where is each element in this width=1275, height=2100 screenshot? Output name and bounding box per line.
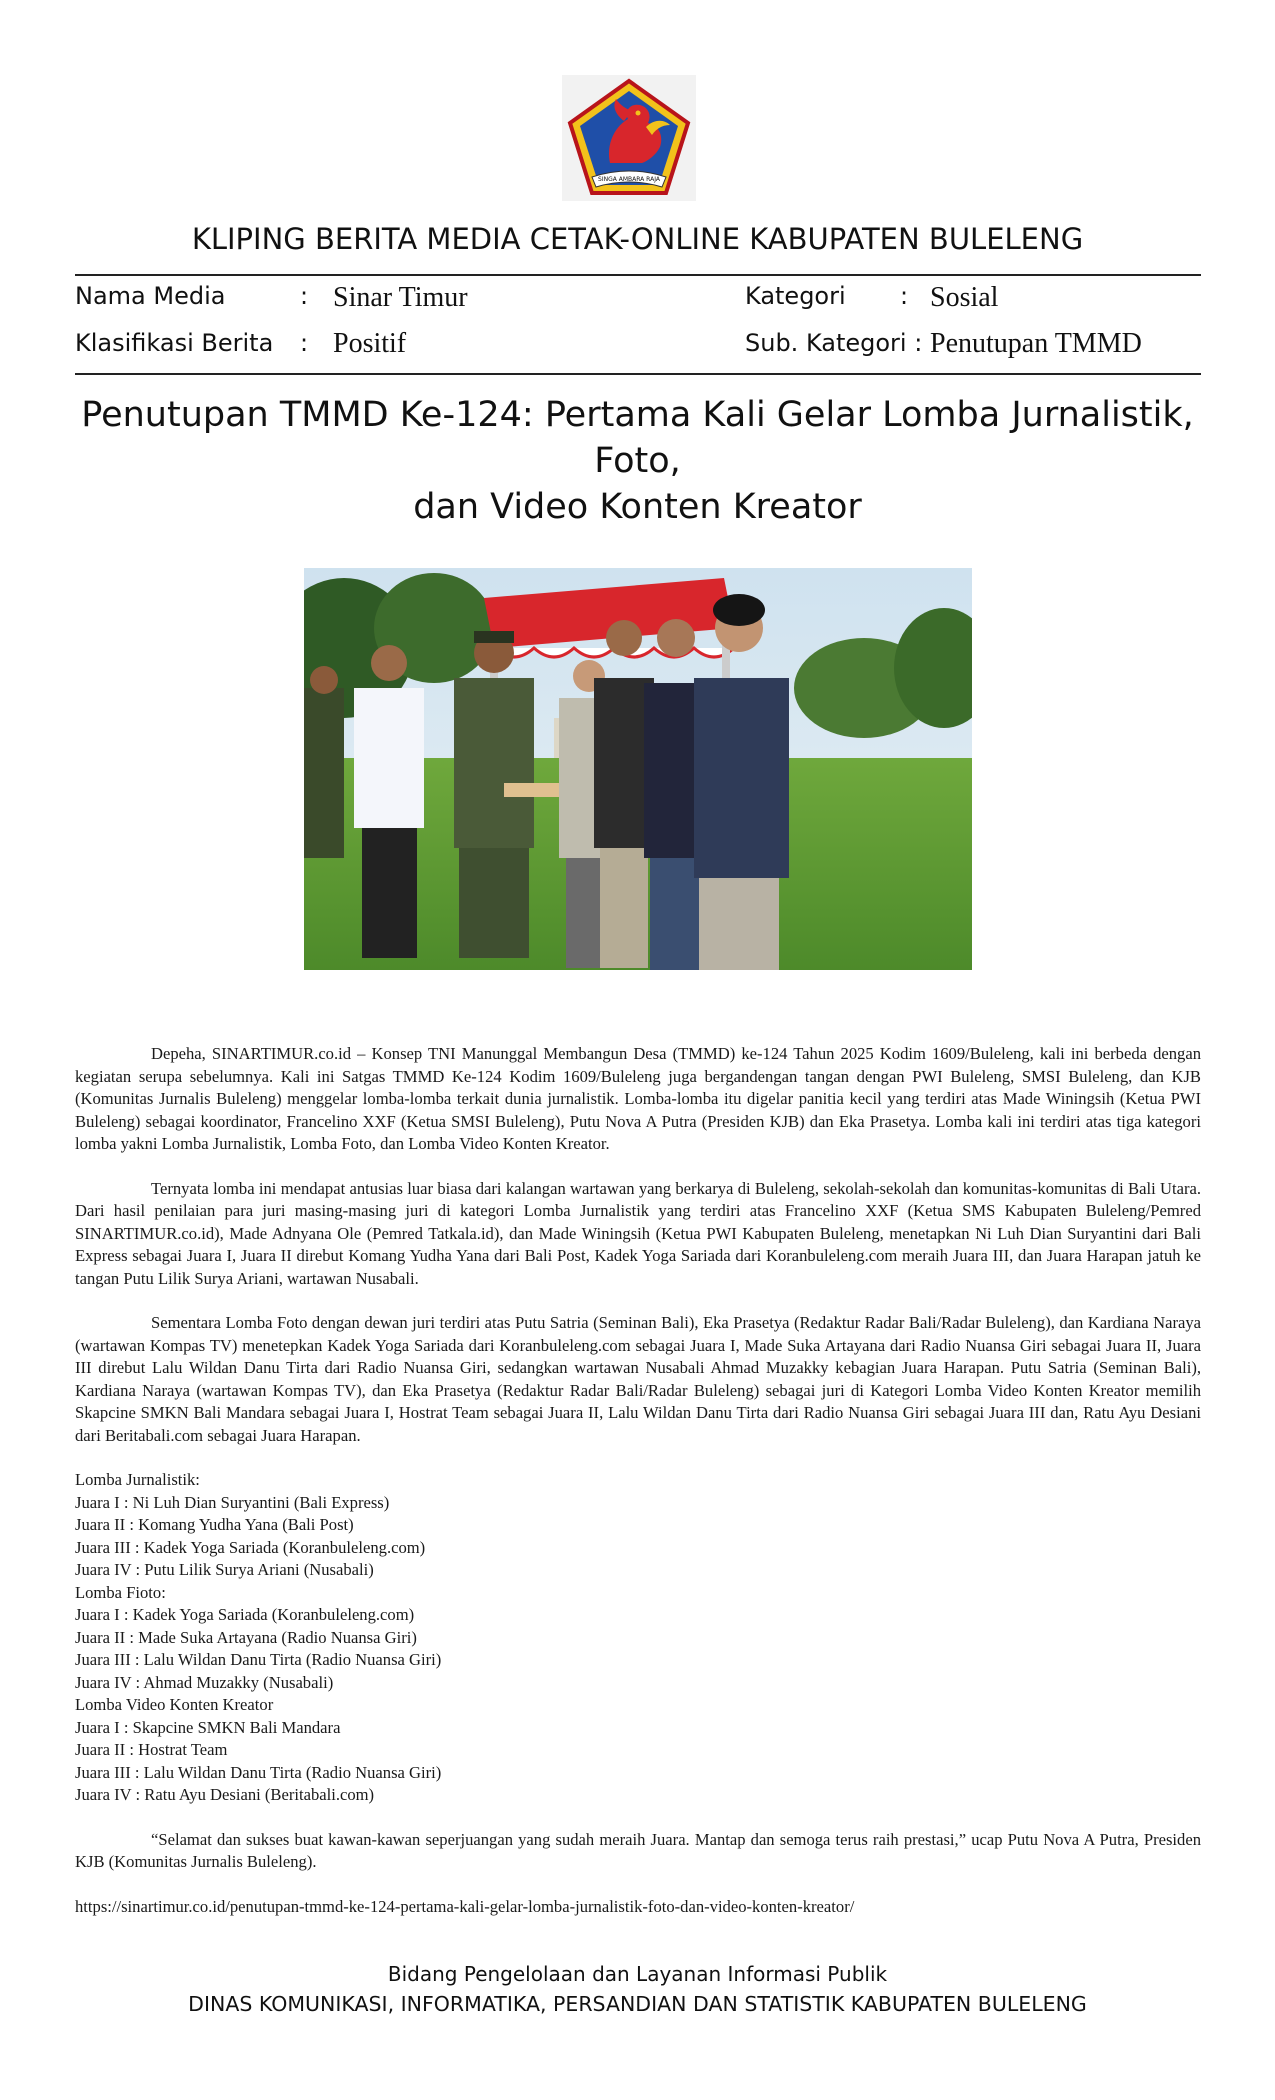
headline-line-1: Penutupan TMMD Ke-124: Pertama Kali Gelar Lomba Jurnalistik, Foto, bbox=[81, 395, 1194, 481]
classification-colon: : bbox=[300, 329, 309, 357]
winners-list bbox=[75, 1469, 1201, 1807]
winners-list-item: Juara III : Lalu Wildan Danu Tirta (Radio Nuansa Giri) bbox=[75, 1650, 442, 1669]
winners-list-item: Juara I : Ni Luh Dian Suryantini (Bali Express) bbox=[75, 1492, 390, 1512]
winners-list-item: Juara IV : Putu Lilik Surya Ariani (Nusabali) bbox=[75, 1560, 374, 1579]
winners-list-item: Lomba Jurnalistik: bbox=[75, 1470, 200, 1489]
classification-value: Positif bbox=[333, 328, 407, 359]
sub-category-label: Sub. Kategori : bbox=[745, 329, 923, 357]
header-divider-top bbox=[75, 274, 1201, 276]
classification-label: Klasifikasi Berita bbox=[75, 329, 274, 357]
winners-list-item: Juara II : Made Suka Artayana (Radio Nuansa Giri) bbox=[75, 1627, 417, 1647]
headline-line-2: dan Video Konten Kreator bbox=[413, 487, 862, 527]
winners-list-item: Juara II : Komang Yudha Yana (Bali Post) bbox=[75, 1515, 354, 1534]
clipping-header-title: KLIPING BERITA MEDIA CETAK-ONLINE KABUPATEN BULELENG bbox=[191, 222, 1084, 256]
winners-list-item: Juara I : Skapcine SMKN Bali Mandara bbox=[75, 1717, 341, 1737]
category-colon: : bbox=[900, 282, 909, 310]
source-url-link[interactable]: https://sinartimur.co.id/penutupan-tmmd-ke-124-pertama-kali-gelar-lomba-jurnalistik-foto-dan-video-konten-kreator/ bbox=[75, 1896, 855, 1916]
article-paragraph-2: Ternyata lomba ini mendapat antusias luar biasa dari kalangan wartawan yang berkarya di Buleleng, sekolah-sekolah dan komunitas-komunitas di Bali Utara. Dari hasil penilaian para juri masing-masing juri di kategori Lomba Jurnalistik yang terdiri atas Francelino XXF (Ketua SMS Kabupaten Buleleng/Pemred SINARTIMUR.co.id), Made Adnyana Ole (Pemred Tatkala.id), dan Made Winingsih (Ketua PWI Kabupaten Buleleng, menetapkan Ni Luh Dian Suryantini dari Bali Express sebagai Juara I, Juara II direbut Komang Yudha Yana dari Bali Post, Kadek Yoga Sariada dari Koranbuleleng.com meraih Juara III, dan Juara Harapan jatuh ke tangan Putu Lilik Surya Ariani, wartawan Nusabali. bbox=[75, 1178, 1201, 1288]
winners-list-item: Juara III : Lalu Wildan Danu Tirta (Radio Nuansa Giri) bbox=[75, 1762, 442, 1782]
category-value: Sosial bbox=[930, 282, 999, 313]
regency-emblem-logo bbox=[562, 75, 696, 201]
winners-list-item: Juara II : Hostrat Team bbox=[75, 1740, 228, 1759]
footer-agency: DINAS KOMUNIKASI, INFORMATIKA, PERSANDIAN DAN STATISTIK KABUPATEN BULELENG bbox=[188, 1992, 1087, 2016]
winners-list-item: Juara IV : Ratu Ayu Desiani (Beritabali.com) bbox=[75, 1785, 375, 1804]
category-label: Kategori bbox=[745, 282, 846, 310]
winners-list-item: Lomba Video Konten Kreator bbox=[75, 1695, 274, 1714]
emblem-ribbon-text: SINGA AMBARA RAJA bbox=[598, 176, 660, 183]
article-paragraph-3: Sementara Lomba Foto dengan dewan juri terdiri atas Putu Satria (Seminan Bali), Eka Prasetya (Redaktur Radar Bali/Radar Buleleng), dan Kardiana Naraya (wartawan Kompas TV) menetepkan Kadek Yoga Sariada dari Koranbuleleng.com sebagai Juara I, Made Suka Artayana dari Radio Nuansa Giri sebagai Juara II, Juara III direbut Lalu Wildan Danu Tirta dari Radio Nuansa Giri, sedangkan wartawan Nusabali Ahmad Muzakky kebagian Juara Harapan. Putu Satria (Seminan Bali), Kardiana Naraya (wartawan Kompas TV), dan Eka Prasetya (Redaktur Radar Bali/Radar Buleleng) sebagai juri di Kategori Lomba Video Konten Kreator memilih Skapcine SMKN Bali Mandara sebagai Juara I, Hostrat Team sebagai Juara II, Lalu Wildan Danu Tirta dari Radio Nuansa Giri sebagai Juara III dan, Ratu Ayu Desiani dari Beritabali.com sebagai Juara Harapan. bbox=[75, 1313, 1201, 1445]
media-name-label: Nama Media bbox=[75, 282, 226, 310]
article-body bbox=[75, 1043, 1201, 1918]
article-headline bbox=[80, 392, 1195, 530]
winners-list-item: Juara III : Kadek Yoga Sariada (Koranbuleleng.com) bbox=[75, 1537, 426, 1557]
winners-list-item: Juara IV : Ahmad Muzakky (Nusabali) bbox=[75, 1672, 334, 1692]
article-photo bbox=[304, 568, 972, 970]
footer-department: Bidang Pengelolaan dan Layanan Informasi Publik bbox=[387, 1962, 888, 1986]
media-name-value: Sinar Timur bbox=[333, 282, 468, 313]
header-divider-bottom bbox=[75, 373, 1201, 375]
media-name-colon: : bbox=[300, 282, 309, 310]
article-paragraph-1: Depeha, SINARTIMUR.co.id – Konsep TNI Manunggal Membangun Desa (TMMD) ke-124 Tahun 2025 Kodim 1609/Buleleng, kali ini berbeda dengan kegiatan serupa sebelumnya. Kali ini Satgas TMMD Ke-124 Kodim 1609/Buleleng juga bergandengan tangan dengan PWI Buleleng, SMSI Buleleng, dan KJB (Komunitas Jurnalis Buleleng) menggelar lomba-lomba terkait dunia jurnalistik. Lomba-lomba itu digelar panitia kecil yang terdiri atas Made Winingsih (Ketua PWI Buleleng) sebagai koordinator, Francelino XXF (Ketua SMSI Buleleng), Putu Nova A Putra (Presiden KJB) dan Eka Prasetya. Lomba kali ini terdiri atas tiga kategori lomba yakni Lomba Jurnalistik, Lomba Foto, dan Lomba Video Konten Kreator. bbox=[75, 1044, 1201, 1153]
sub-category-value: Penutupan TMMD bbox=[930, 328, 1142, 359]
winners-list-item: Lomba Fioto: bbox=[75, 1582, 166, 1602]
article-quote: “Selamat dan sukses buat kawan-kawan seperjuangan yang sudah meraih Juara. Mantap dan semoga terus raih prestasi,” ucap Putu Nova A Putra, Presiden KJB (Komunitas Jurnalis Buleleng). bbox=[75, 1829, 1201, 1871]
winners-list-item: Juara I : Kadek Yoga Sariada (Koranbuleleng.com) bbox=[75, 1605, 415, 1624]
